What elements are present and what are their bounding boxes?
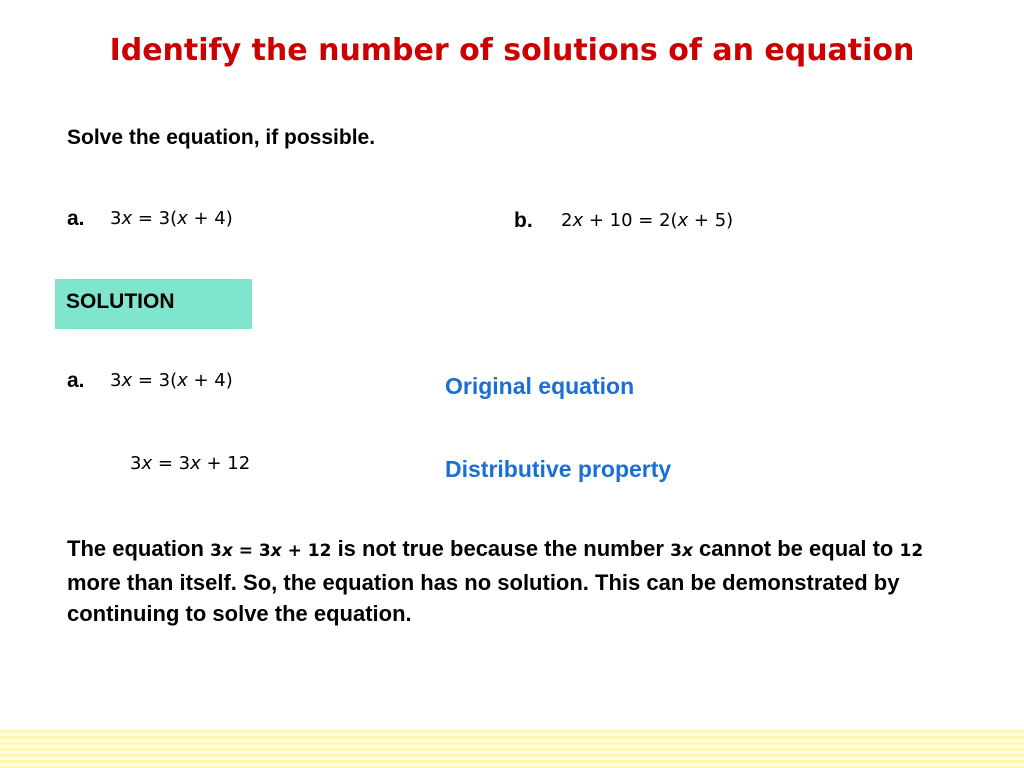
slide-title: Identify the number of solutions of an equation xyxy=(109,33,915,68)
step1-equation: 3x = 3(x + 4) xyxy=(110,370,233,391)
step1-reason: Original equation xyxy=(445,373,635,399)
problem-a-label: a. xyxy=(67,207,85,230)
problem-b-equation: 2x + 10 = 2(x + 5) xyxy=(561,210,734,231)
footer-stripes xyxy=(0,730,1024,768)
solution-header-text: SOLUTION xyxy=(66,290,175,313)
instruction-text: Solve the equation, if possible. xyxy=(67,126,376,149)
problem-b-label: b. xyxy=(514,209,533,232)
step2-equation: 3x = 3x + 12 xyxy=(130,453,251,474)
step2-reason: Distributive property xyxy=(445,456,672,482)
solution-header-box xyxy=(55,279,252,329)
problem-a-equation: 3x = 3(x + 4) xyxy=(110,208,233,229)
explanation-paragraph: The equation 3x = 3x + 12 is not true because the number 3x cannot be equal to 12 more than itself. So, the equation has no solution. This can be demonstrated by continuing to solve the equation. xyxy=(67,536,924,626)
solution-a-label: a. xyxy=(67,369,85,392)
